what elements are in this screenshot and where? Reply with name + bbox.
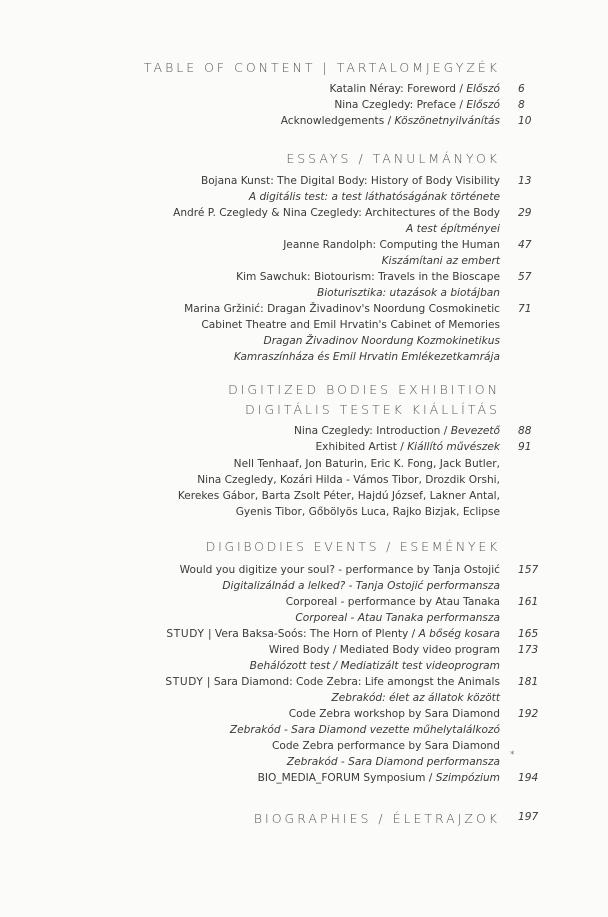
event-line: Wired Body / Mediated Body video program (268, 644, 500, 656)
essay-line: Jeanne Randolph: Computing the Human (283, 239, 500, 251)
page-number: 8 (518, 99, 525, 111)
essay-line: Bojana Kunst: The Digital Body: History of Body Visibility (200, 175, 500, 187)
essay-line: Kamraszínháza és Emil Hrvatin Emlékezetkamrája (233, 351, 500, 363)
artist-list-line: Kerekes Gábor, Barta Zsolt Péter, Hajdú József, Lakner Antal, (177, 490, 500, 502)
section-title-biographies: BIOGRAPHIES / ÉLETRAJZOK (253, 811, 500, 826)
essay-line: Dragan Živadinov Noordung Kozmokinetikus (263, 335, 500, 347)
event-line: Zebrakód - Sara Diamond vezette műhelytalálkozó (229, 724, 500, 736)
event-line: Digitalizálnád a lelked? - Tanja Ostojić performansza (222, 580, 500, 592)
toc-entry-foreword: Katalin Néray: Foreword / Előszó (329, 83, 500, 95)
artist-list-line: Nina Czegledy, Kozári Hilda - Vámos Tibor, Drozdik Orshi, (197, 474, 500, 486)
event-line: Behálózott test / Mediatizált test videoprogram (249, 660, 500, 672)
page-number: 181 (518, 676, 539, 688)
essay-line: Bioturisztika: utazások a biotájban (316, 287, 500, 299)
exhibition-entry: Exhibited Artist / Kiállító művészek (315, 441, 500, 453)
page-number: 157 (518, 564, 539, 576)
essay-line: Cabinet Theatre and Emil Hrvatin's Cabinet of Memories (201, 319, 500, 331)
section-title-events: DIGIBODIES EVENTS / ESEMÉNYEK (205, 539, 500, 554)
page-number: 47 (518, 239, 532, 251)
event-line: Corporeal - Atau Tanaka performansza (295, 612, 500, 624)
event-line-study: STUDY | Vera Baksa-Soós: The Horn of Plenty / A bőség kosara (166, 628, 500, 640)
essay-line: A digitális test: a test láthatóságának története (248, 191, 500, 203)
page-number: 71 (518, 303, 532, 315)
event-line: Code Zebra workshop by Sara Diamond (288, 708, 500, 720)
page-number: 161 (518, 596, 539, 608)
toc-entry-acknowledgements: Acknowledgements / Köszönetnyilvánítás (280, 115, 500, 127)
page-number: 13 (518, 175, 532, 187)
page-number: 6 (518, 83, 525, 95)
event-line: Corporeal - performance by Atau Tanaka (285, 596, 500, 608)
page-number: 173 (518, 644, 539, 656)
section-title-exhibition: DIGITIZED BODIES EXHIBITION (228, 382, 500, 397)
page-number: 57 (518, 271, 532, 283)
essay-line: Kim Sawchuk: Biotourism: Travels in the Bioscape (236, 271, 500, 283)
page-number: 192 (518, 708, 539, 720)
artist-list-line: Gyenis Tibor, Gőbölyös Luca, Rajko Bizjak, Eclipse (235, 506, 500, 518)
essay-line: Marina Gržinić: Dragan Živadinov's Noordung Cosmokinetic (184, 303, 500, 315)
page-number: 194 (518, 772, 539, 784)
event-line: Code Zebra performance by Sara Diamond (271, 740, 500, 752)
event-line: BIO_MEDIA_FORUM Symposium / Szimpózium (257, 772, 500, 784)
stray-mark: * (510, 750, 515, 760)
event-line: Would you digitize your soul? - performance by Tanja Ostojić (179, 564, 500, 576)
exhibition-entry: Nina Czegledy: Introduction / Bevezető (293, 425, 500, 437)
essay-line: Kiszámítani az embert (381, 255, 500, 267)
page-number: 91 (518, 441, 532, 453)
event-line: Zebrakód - Sara Diamond performansza (286, 756, 500, 768)
event-line: Zebrakód: élet az állatok között (331, 692, 500, 704)
page-number: 10 (518, 115, 532, 127)
toc-entry-preface: Nina Czegledy: Preface / Előszó (334, 99, 500, 111)
page-number: 165 (518, 628, 539, 640)
section-title-toc: TABLE OF CONTENT | TARTALOMJEGYZÉK (143, 60, 500, 75)
essay-line: A test építményei (406, 223, 500, 235)
event-line-study: STUDY | Sara Diamond: Code Zebra: Life amongst the Animals (165, 676, 500, 688)
artist-list-line: Nell Tenhaaf, Jon Baturin, Eric K. Fong, Jack Butler, (233, 458, 500, 470)
section-title-exhibition-hu: DIGITÁLIS TESTEK KIÁLLÍTÁS (245, 402, 500, 417)
essay-line: André P. Czegledy & Nina Czegledy: Architectures of the Body (173, 207, 500, 219)
page-number: 88 (518, 425, 532, 437)
page-number: 29 (518, 207, 532, 219)
page-number: 197 (518, 811, 539, 823)
section-title-essays: ESSAYS / TANULMÁNYOK (286, 151, 500, 166)
